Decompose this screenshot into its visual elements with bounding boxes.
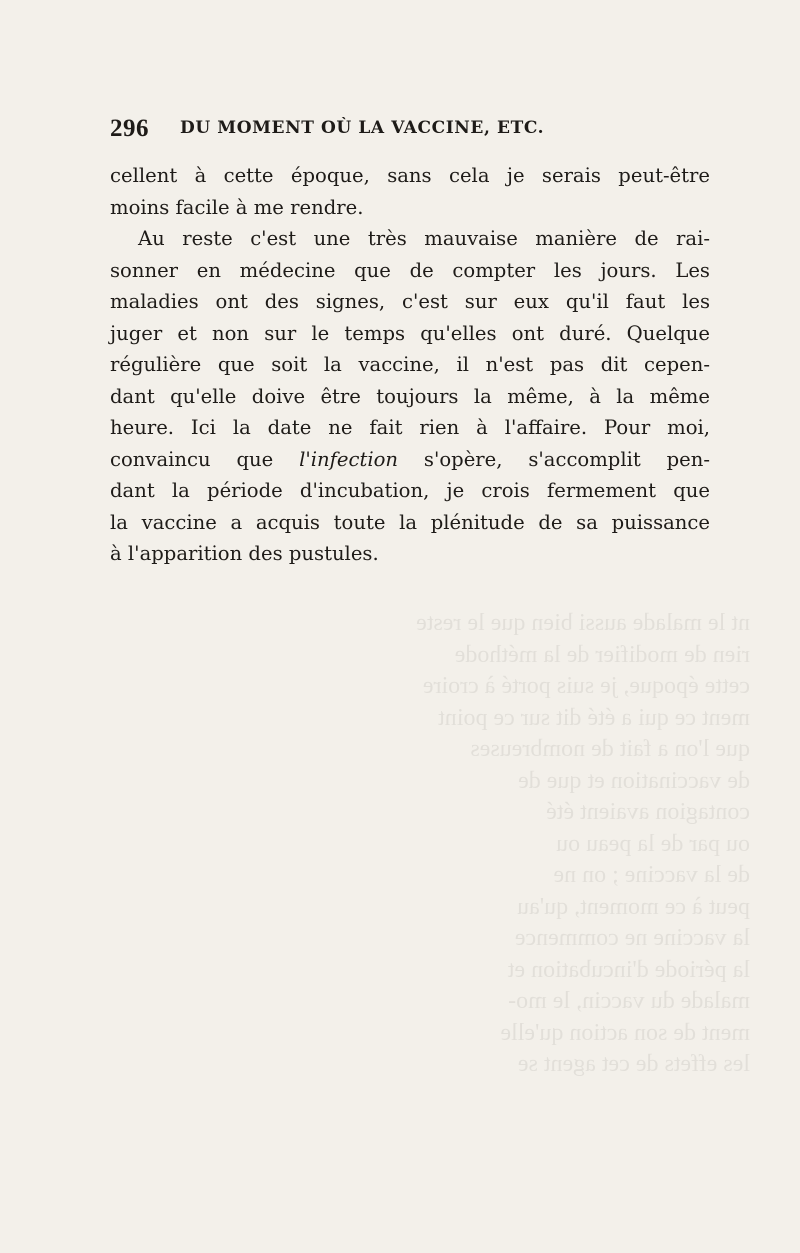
- text-line: moins facile à me rendre.: [110, 195, 364, 219]
- page-number: 296: [110, 115, 149, 142]
- show-through-bleed: nt le malade aussi bien que le reste rien de modifier de la méthode cette époque, je suis porté à croire ment ce qui a été dit sur ce point que l'on a fait de nombreuses de vaccination et que de contagion avaient été ou par de la peau ou de la vaccine ; on ne peut à ce moment, qu'au la vaccine ne commence la période d'incubation et malade du vaccin, le mo- ment de son action qu'elle les effets de cet agent se: [416, 610, 750, 1077]
- text-line: cellent à cette époque, sans cela je serais peut-être: [110, 164, 710, 187]
- text-line: régulière que soit la vaccine, il n'est pas dit cepen-: [110, 353, 710, 376]
- text-line: maladies ont des signes, c'est sur eux qu'il faut les: [110, 290, 710, 313]
- text-line: heure. Ici la date ne fait rien à l'affaire. Pour moi,: [110, 416, 710, 439]
- text-line: la vaccine a acquis toute la plénitude de sa puissance: [110, 510, 710, 534]
- text-line: dant la période d'incubation, je crois fermement que: [110, 479, 710, 502]
- text-line: dant qu'elle doive être toujours la même, à la même: [110, 384, 710, 408]
- text-segment: convaincu que: [110, 447, 300, 471]
- running-head: DU MOMENT OÙ LA VACCINE, ETC.: [180, 118, 545, 138]
- text-line: sonner en médecine que de compter les jours. Les: [110, 258, 710, 282]
- body-text: [110, 160, 710, 570]
- text-line: Au reste c'est une très mauvaise manière de rai-: [138, 227, 710, 250]
- text-segment: s'opère, s'accomplit pen-: [398, 447, 710, 471]
- page-header: [110, 115, 710, 147]
- text-line: juger et non sur le temps qu'elles ont duré. Quelque: [110, 321, 710, 345]
- text-line: à l'apparition des pustules.: [110, 542, 379, 565]
- text-line-with-italic: [110, 444, 710, 476]
- italic-term: l'infection: [299, 447, 399, 471]
